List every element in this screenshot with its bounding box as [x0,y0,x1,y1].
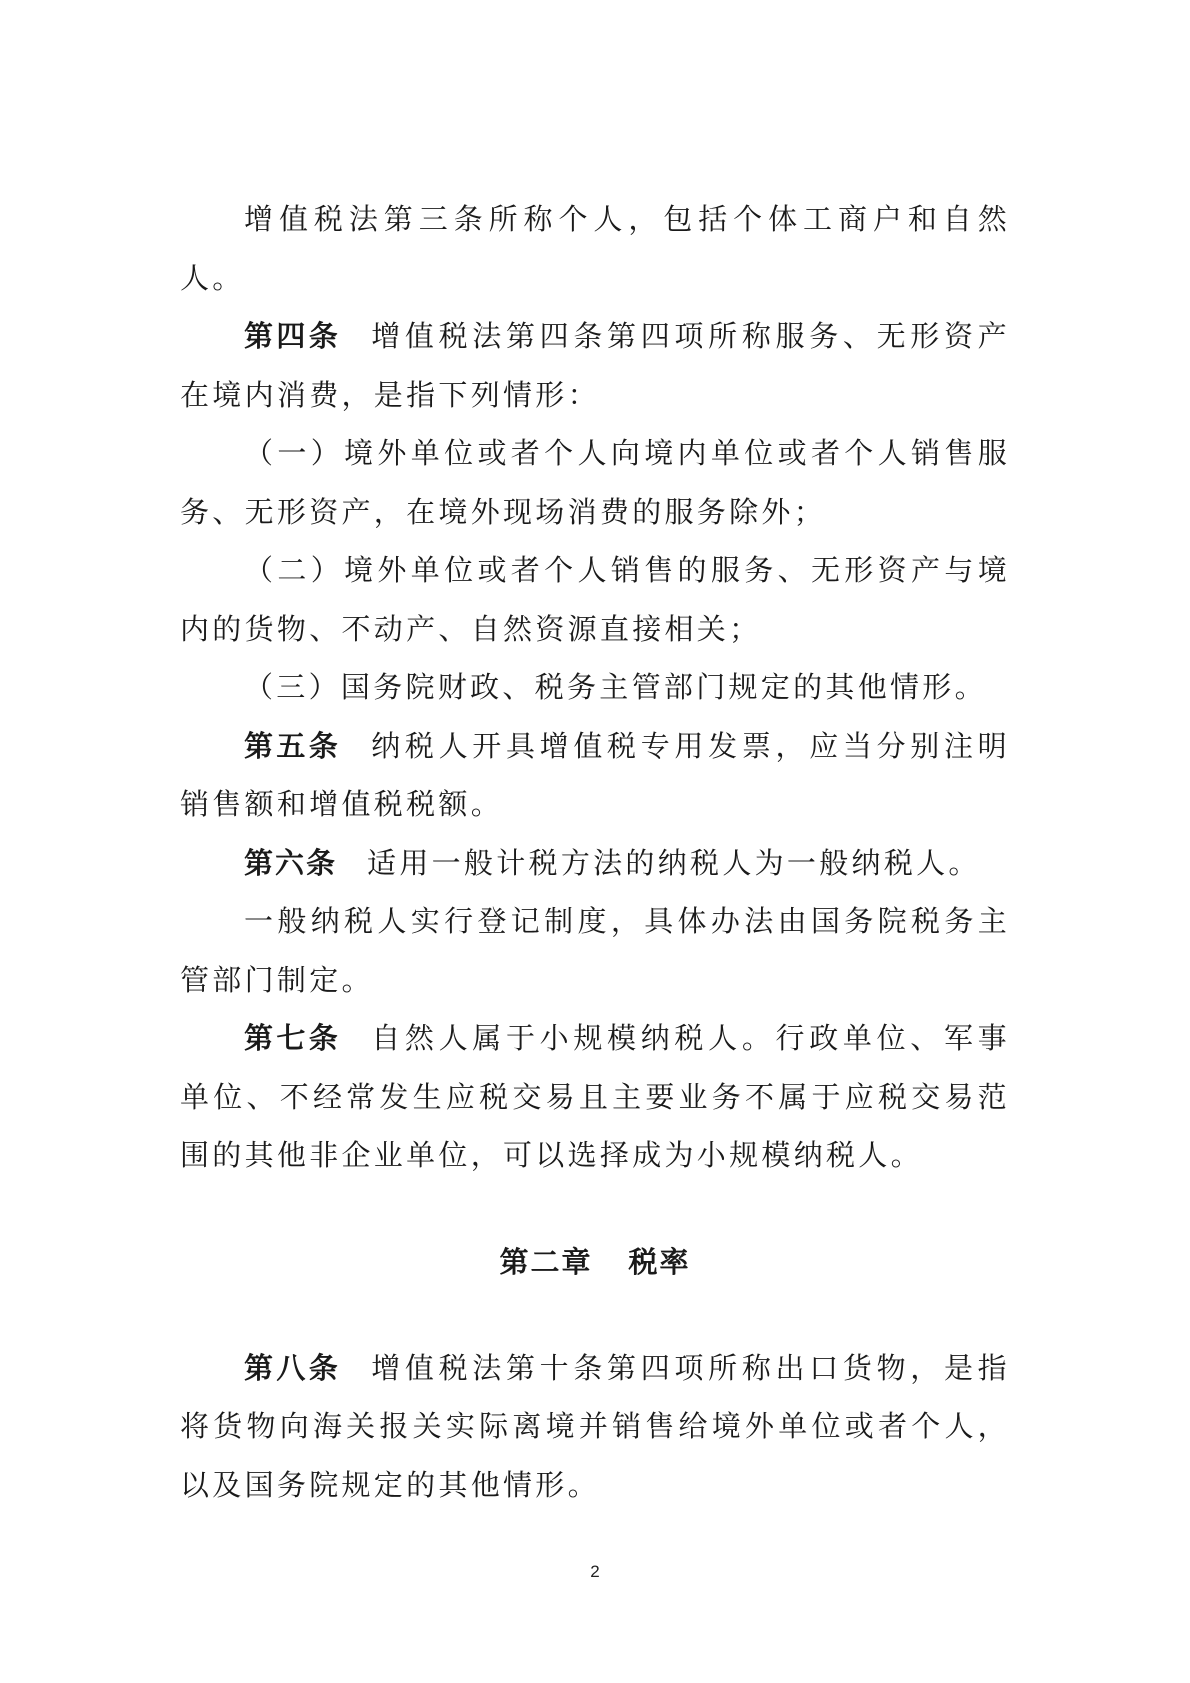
paragraph-text: 适用一般计税方法的纳税人为一般纳税人。 [367,845,981,880]
paragraph-text: 增值税法第十条第四项所称出口货物，是指将货物向海关报关实际离境并销售给境外单位或者个人，以及国务院规定的其他情形。 [180,1350,1010,1502]
list-item [180,541,1010,658]
article-paragraph [180,834,1010,893]
article-paragraph [180,307,1010,424]
paragraph-text: 增值税法第三条所称个人，包括个体工商户和自然人。 [180,202,1010,295]
document-body [180,190,1010,1514]
article-title: 第四条 [244,319,342,353]
paragraph-text: （二）境外单位或者个人销售的服务、无形资产与境内的货物、不动产、自然资源直接相关； [180,553,1010,646]
article-title: 第七条 [244,1021,342,1055]
article-paragraph [180,717,1010,834]
page-number: 2 [590,1562,600,1581]
paragraph-text: 增值税法第四条第四项所称服务、无形资产在境内消费，是指下列情形： [180,319,1010,412]
article-paragraph [180,1009,1010,1185]
chapter-number: 第二章 [499,1244,593,1279]
article-title: 第八条 [244,1350,342,1385]
article-paragraph [180,1339,1010,1515]
article-title: 第五条 [244,728,342,763]
list-item [180,424,1010,541]
chapter-title: 税率 [628,1244,691,1279]
chapter-heading [180,1233,1010,1291]
list-item [180,658,1010,717]
paragraph-text: （三）国务院财政、税务主管部门规定的其他情形。 [244,670,987,704]
paragraph-text: （一）境外单位或者个人向境内单位或者个人销售服务、无形资产，在境外现场消费的服务除外； [180,436,1010,529]
paragraph [180,190,1010,307]
article-title: 第六条 [244,845,338,880]
paragraph-text: 自然人属于小规模纳税人。行政单位、军事单位、不经常发生应税交易且主要业务不属于应税交易范围的其他非企业单位，可以选择成为小规模纳税人。 [180,1021,1010,1172]
paragraph-text: 纳税人开具增值税专用发票，应当分别注明销售额和增值税税额。 [180,728,1010,821]
paragraph-text: 一般纳税人实行登记制度，具体办法由国务院税务主管部门制定。 [180,904,1010,997]
paragraph [180,892,1010,1009]
